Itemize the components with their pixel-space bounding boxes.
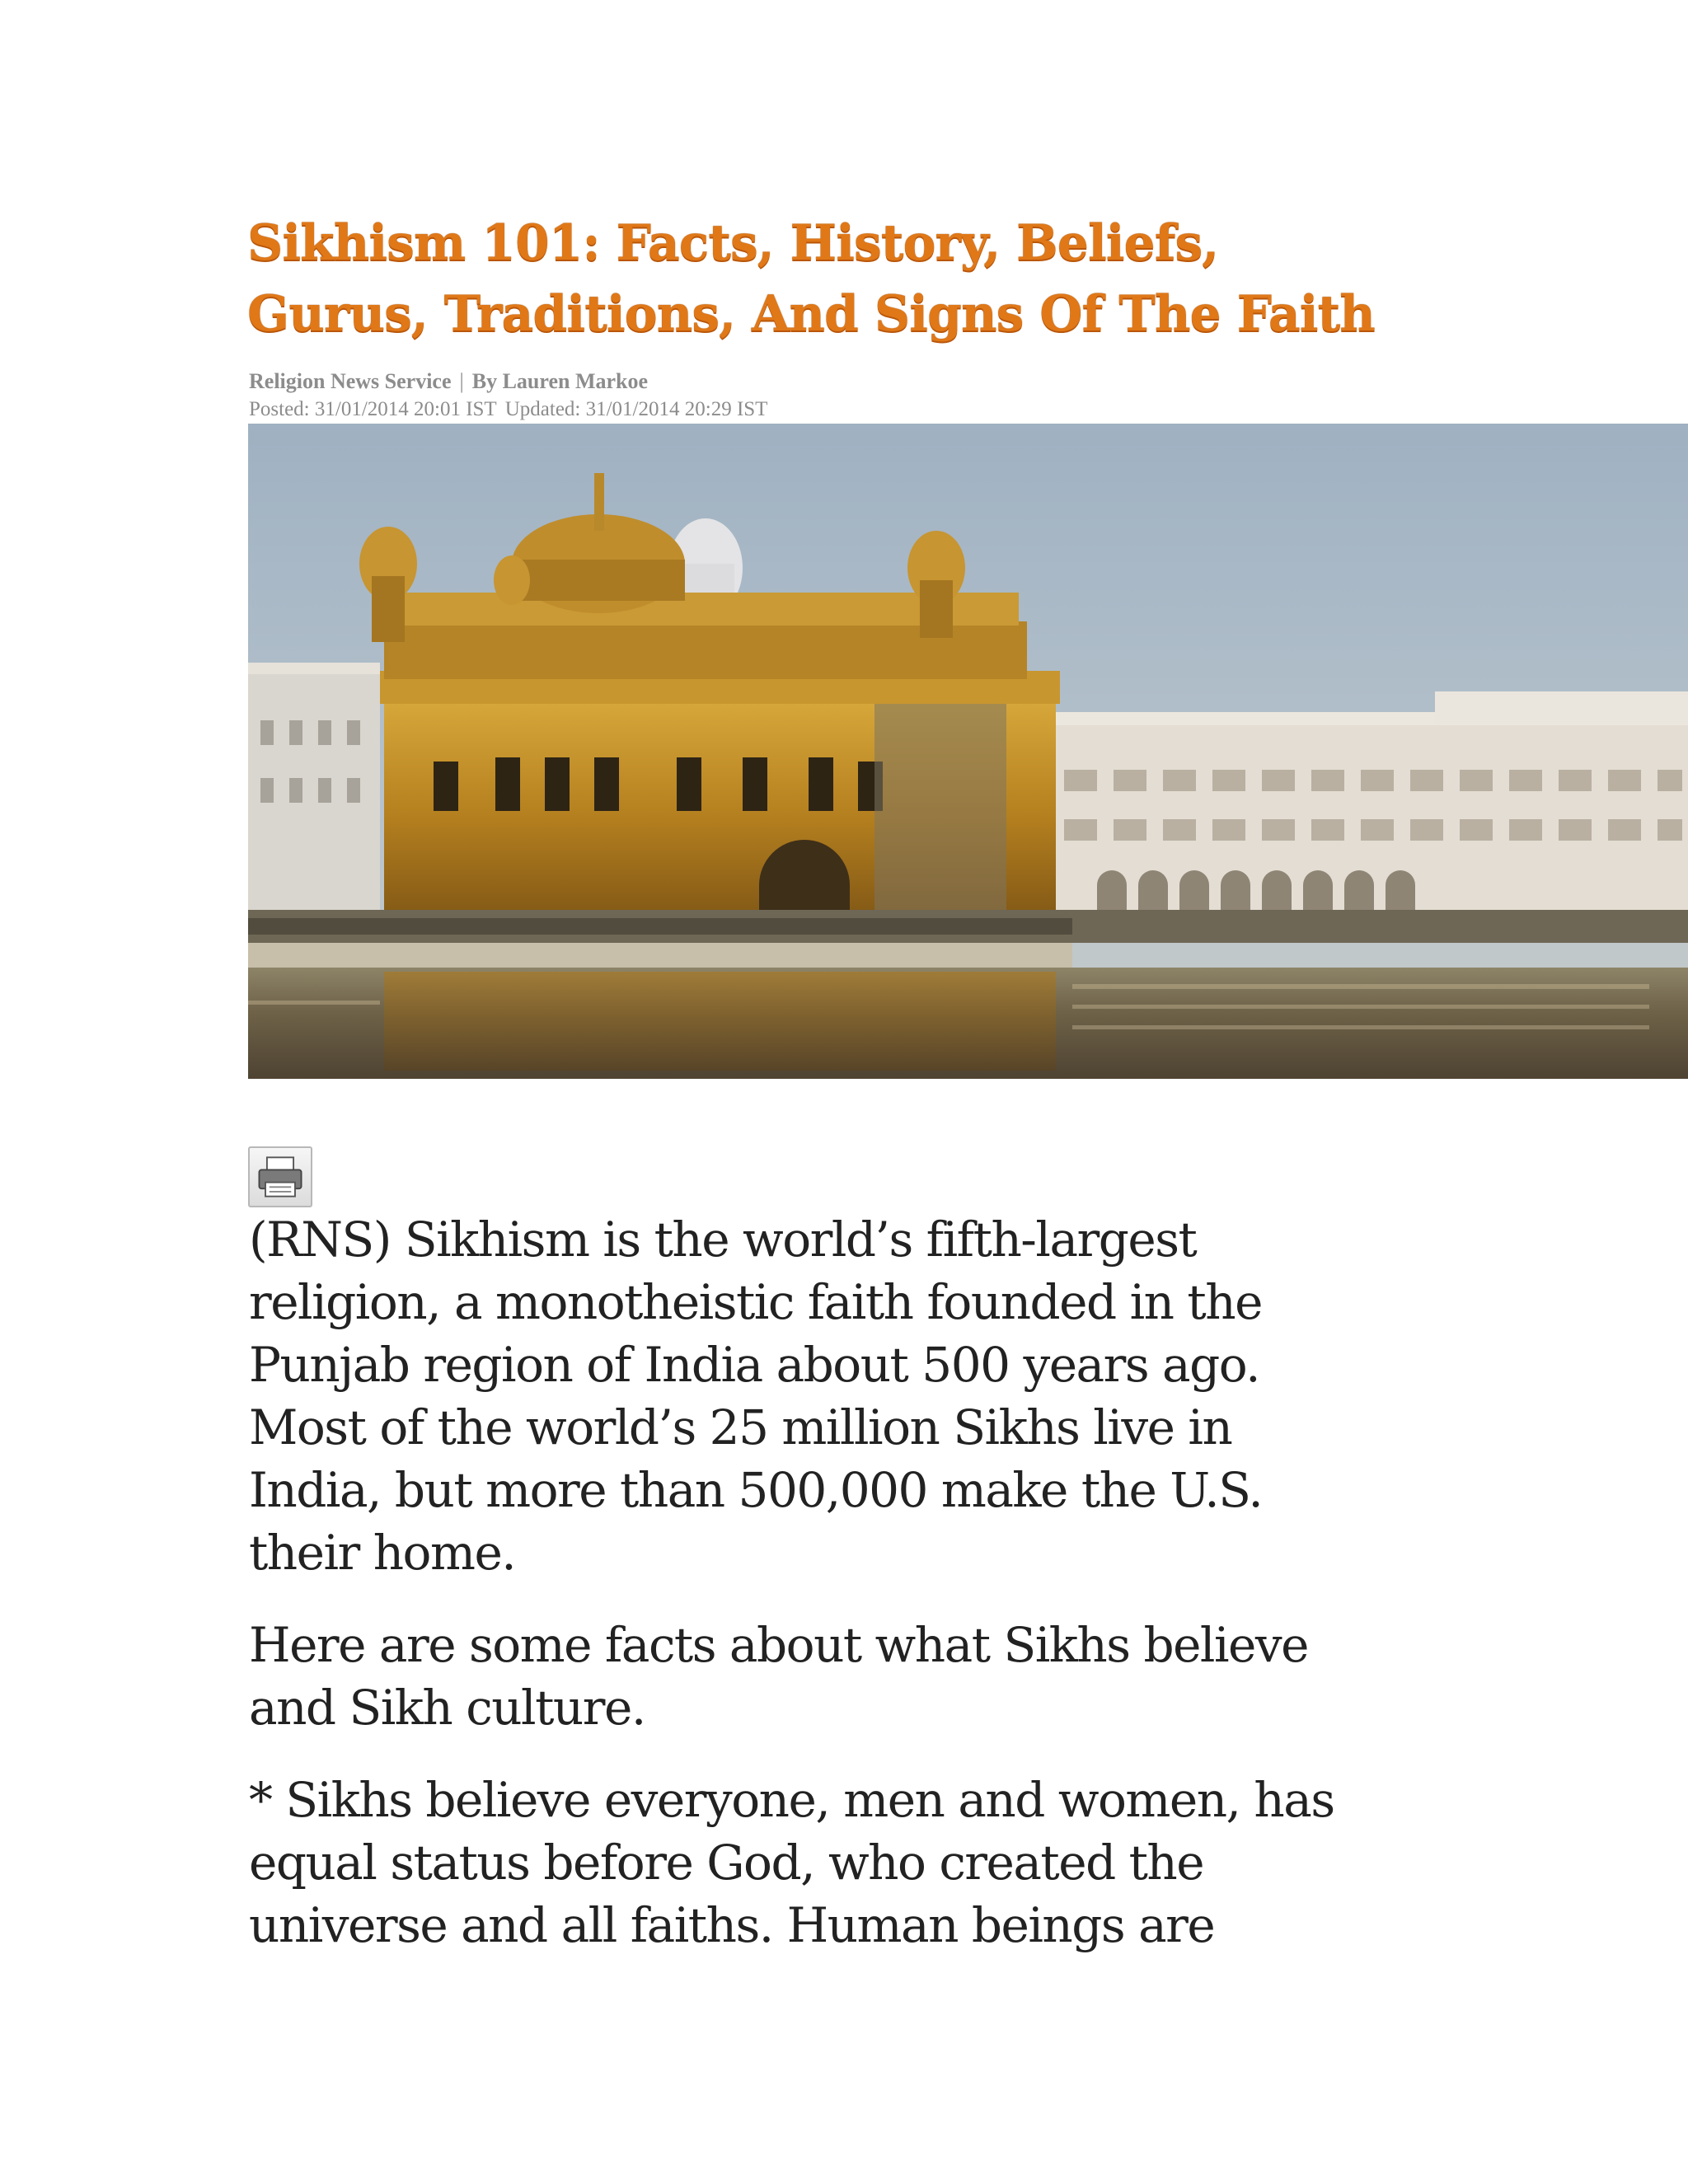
body-line: (RNS) Sikhism is the world’s fifth-largest bbox=[249, 1212, 1197, 1268]
byline bbox=[249, 369, 648, 394]
body-line: and Sikh culture. bbox=[249, 1680, 645, 1736]
golden-temple-image bbox=[248, 424, 1688, 1079]
body-line: India, but more than 500,000 make the U.S. bbox=[249, 1462, 1263, 1518]
updated-date: Updated: 31/01/2014 20:29 IST bbox=[504, 398, 768, 420]
byline-separator: | bbox=[459, 369, 464, 393]
author-name[interactable]: By Lauren Markoe bbox=[471, 369, 649, 393]
body-paragraph bbox=[249, 1614, 1535, 1739]
body-line: Most of the world’s 25 million Sikhs live in bbox=[249, 1399, 1232, 1455]
body-line: * Sikhs believe everyone, men and women, has bbox=[249, 1772, 1334, 1828]
post-dates bbox=[249, 398, 767, 421]
posted-date: Posted: 31/01/2014 20:01 IST bbox=[249, 398, 497, 420]
article-title bbox=[247, 208, 1533, 349]
body-line: their home. bbox=[249, 1525, 516, 1581]
body-line: equal status before God, who created the bbox=[249, 1835, 1204, 1891]
print-button[interactable] bbox=[248, 1146, 312, 1207]
body-paragraph bbox=[249, 1769, 1535, 1957]
body-line: Punjab region of India about 500 years ago. bbox=[249, 1337, 1260, 1393]
article-title-line: Gurus, Traditions, And Signs Of The Faith bbox=[247, 285, 1375, 343]
article-title-line: Sikhism 101: Facts, History, Beliefs, bbox=[247, 214, 1219, 272]
body-line: Here are some facts about what Sikhs believe bbox=[249, 1617, 1308, 1673]
body-paragraph bbox=[249, 1208, 1535, 1584]
printer-icon bbox=[250, 1148, 311, 1206]
article-photo bbox=[248, 424, 1688, 1079]
body-line: religion, a monotheistic faith founded in the bbox=[249, 1274, 1262, 1330]
article-body bbox=[249, 1208, 1535, 1986]
source-name[interactable]: Religion News Service bbox=[249, 369, 452, 393]
body-line: universe and all faiths. Human beings are bbox=[249, 1897, 1215, 1953]
